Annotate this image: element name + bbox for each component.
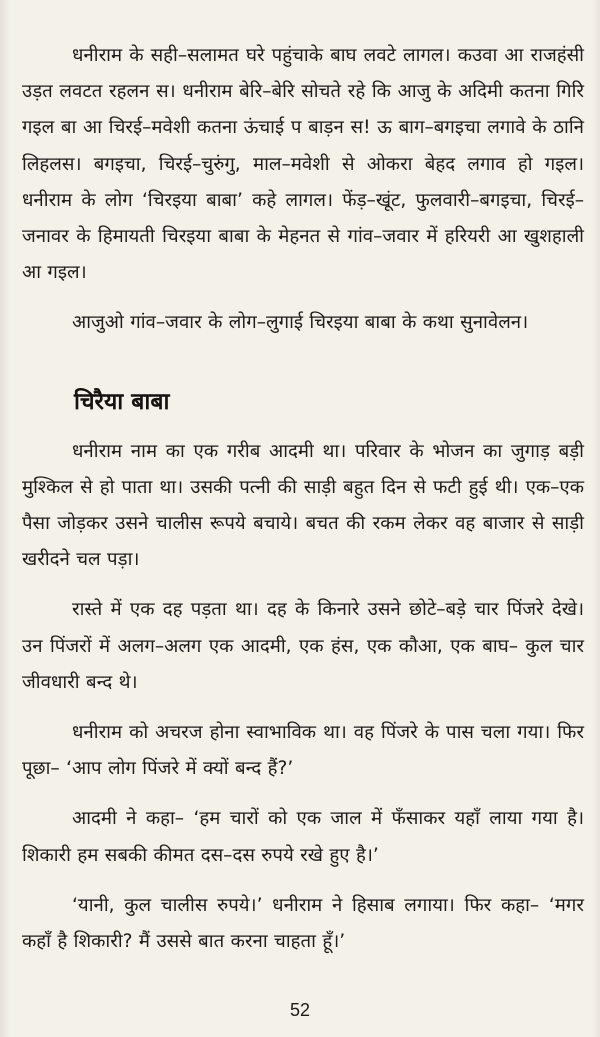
intro-paragraph-1: धनीराम के सही–सलामत घरे पहुंचाके बाघ लवटे लागल। कउवा आ राजहंसी उड़त लवटत रहलन स। धनीराम बेरि–बेरि सोचते रहे कि आजु के अदिमी कतना गिरि गइल बा आ चिरई–मवेशी कतना ऊंचाई प बाड़न स! ऊ बाग–बगइचा लगावे के ठानि लिहलस। बगइचा, चिरई–चुरुंगु, माल–मवेशी से ओकरा बेहद लगाव हो गइल। धनीराम के लोग ‘चिरइया बाबा’ कहे लागल। फेंड़–खूंट, फुलवारी–बगइचा, चिरई–जनावर के हिमायती चिरइया बाबा के मेहनत से गांव–जवार में हरियरी आ खुशहाली आ गइल। xyxy=(22,45,584,284)
paragraph-spacer xyxy=(22,874,584,888)
intro-paragraph-2: आजुओ गांव–जवार के लोग–लुगाई चिरइया बाबा के कथा सुनावेलन। xyxy=(72,312,529,334)
story-paragraph-2: रास्ते में एक दह पड़ता था। दह के किनारे उसने छोटे–बड़े चार पिंजरे देखे। उन पिंजरों में अलग–अलग एक आदमी, एक हंस, एक कौआ, एक बाघ– कुल चार जीवधारी बन्द थे। xyxy=(22,599,584,693)
section-spacer xyxy=(22,342,584,384)
story-title: चिरैया बाबा xyxy=(74,388,170,415)
story-paragraph-1: धनीराम नाम का एक गरीब आदमी था। परिवार के भोजन का जुगाड़ बड़ी मुश्किल से हो पाता था। उसकी पत्नी की साड़ी बहुत दिन से फटी हुई थी। एक–एक पैसा जोड़कर उसने चालीस रूपये बचाये। बचत की रकम लेकर वह बाजार से साड़ी खरीदने चल पड़ा। xyxy=(22,440,584,571)
paragraph-spacer xyxy=(22,420,584,434)
paragraph-spacer xyxy=(22,701,584,715)
story-paragraph-4: आदमी ने कहा– ‘हम चारों को एक जाल में फँसाकर यहाँ लाया गया है। शिकारी हम सबकी कीमत दस–दस रुपये रखे हुए है।’ xyxy=(22,808,584,866)
page-number: 52 xyxy=(289,1000,311,1020)
paragraph-spacer xyxy=(22,578,584,592)
story-paragraph-3: धनीराम को अचरज होना स्वाभाविक था। वह पिंजरे के पास चला गया। फिर पूछा– ‘आप लोग पिंजरे में क्यों बन्द हैं?’ xyxy=(22,722,584,780)
paragraph-spacer xyxy=(22,787,584,801)
story-paragraph-5: ‘यानी, कुल चालीस रुपये।’ धनीराम ने हिसाब लगाया। फिर कहा– ‘मगर कहाँ है शिकारी? मैं उससे बात करना चाहता हूँ।’ xyxy=(22,894,584,953)
paragraph-spacer xyxy=(22,291,584,305)
